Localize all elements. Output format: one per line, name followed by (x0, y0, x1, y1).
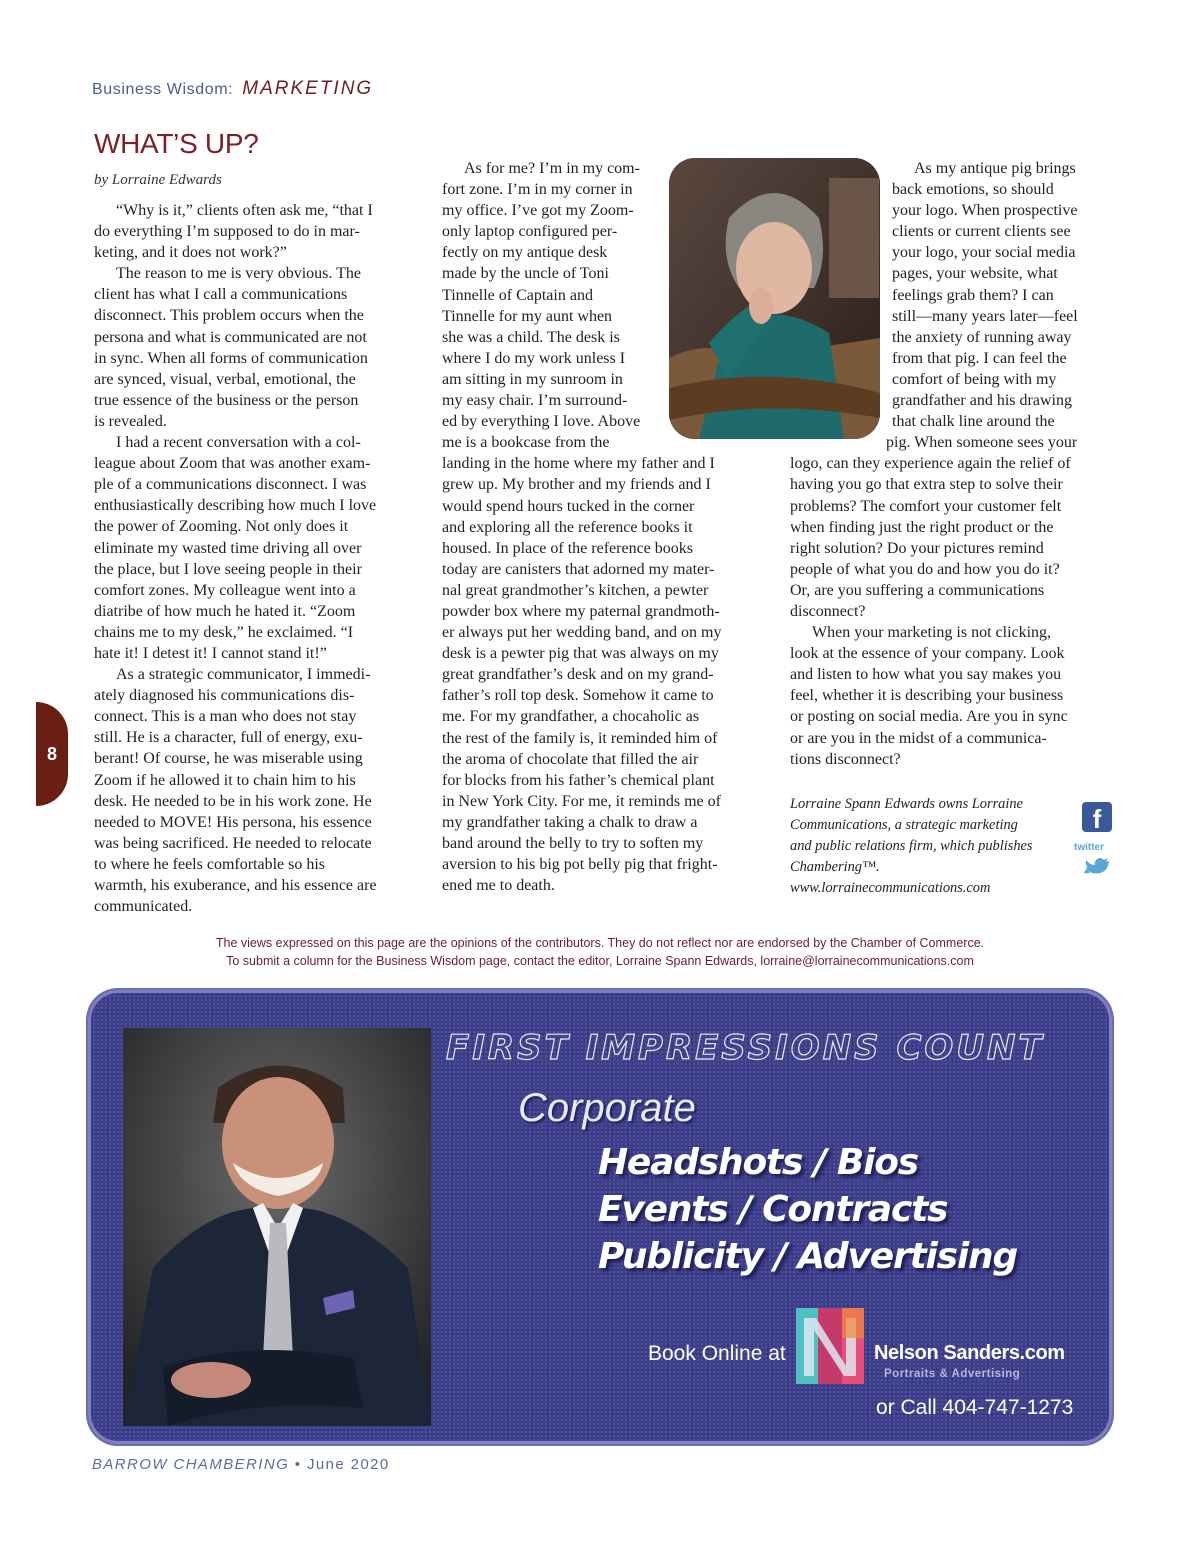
disclaimer-line-2: To submit a column for the Business Wisdom page, contact the editor, Lorraine Spann Edwards, lorraine@lorrainecommunications.com (226, 954, 974, 968)
bio-line: Chambering™. (790, 859, 880, 875)
text-line: ed by everything I love. Above (442, 413, 641, 431)
text-line: only laptop configured per- (442, 223, 618, 241)
text-line: ately diagnosed his communications dis- (94, 687, 355, 705)
text-line: right solution? Do your pictures remind (790, 539, 1044, 557)
text-line: having you go that extra step to solve their (790, 476, 1063, 494)
text-line: disconnect? (790, 602, 866, 620)
ad-service-line: Headshots / Bios (598, 1142, 918, 1183)
text-line: would spend hours tucked in the corner (442, 497, 695, 515)
text-line: father’s roll top desk. Somehow it came to (442, 687, 714, 705)
text-line: As a strategic communicator, I immedi- (116, 666, 371, 684)
text-line: desk is a pewter pig that was always on my (442, 645, 719, 663)
text-line: pig. When someone sees your (886, 434, 1078, 452)
text-line: the anxiety of running away (892, 328, 1072, 346)
ad-phone[interactable]: or Call 404-747-1273 (876, 1396, 1074, 1419)
ad-portrait-photo (123, 1028, 431, 1426)
ad-brand-tagline: Portraits & Advertising (884, 1368, 1021, 1380)
text-line: ple of a communications disconnect. I was (94, 476, 367, 494)
footer-separator: • (294, 1456, 302, 1473)
text-line: “Why is it,” clients often ask me, “that I (116, 202, 373, 219)
text-line: I had a recent conversation with a col- (116, 434, 361, 452)
text-line: your logo, your social media (892, 244, 1076, 262)
text-line: when finding just the right product or the (790, 518, 1054, 536)
text-line: is revealed. (94, 412, 167, 430)
text-line: persona and what is communicated are not (94, 328, 367, 346)
text-line: my office. I’ve got my Zoom- (442, 202, 634, 220)
article-byline: by Lorraine Edwards (94, 172, 222, 188)
text-line: comfort zones. My colleague went into a (94, 581, 356, 599)
footer-publication: BARROW CHAMBERING (92, 1456, 290, 1473)
section-topic: MARKETING (242, 78, 374, 99)
section-label (92, 78, 373, 100)
text-line: berant! Of course, he was miserable using (94, 750, 363, 768)
text-line: eliminate my wasted time driving all over (94, 539, 362, 557)
page-footer (92, 1456, 390, 1473)
text-line: back emotions, so should (892, 181, 1054, 199)
text-line: for blocks from his father’s chemical plant (442, 771, 715, 789)
author-bio (790, 794, 1050, 899)
text-line: are synced, visual, verbal, emotional, the (94, 370, 356, 388)
text-line: or posting on social media. Are you in sync (790, 708, 1068, 726)
twitter-bird-icon[interactable] (1082, 853, 1112, 881)
text-line: When your marketing is not clicking, (812, 624, 1052, 642)
text-line: clients or current clients see (892, 223, 1071, 241)
text-line: warmth, his exuberance, and his essence are (94, 877, 377, 894)
text-line: still—many years later—feel (892, 307, 1078, 325)
nelson-sanders-logo[interactable] (796, 1308, 864, 1384)
advertisement[interactable] (88, 990, 1112, 1444)
text-line: keting, and it does not work?” (94, 244, 287, 262)
text-line: true essence of the business or the person (94, 391, 359, 409)
text-line: the aroma of chocolate that filled the air (442, 750, 699, 768)
text-line: or are you in the midst of a communica- (790, 729, 1047, 747)
text-line: comfort of being with my (892, 370, 1057, 388)
text-line: communicated. (94, 898, 193, 916)
text-line: from that pig. I can feel the (892, 349, 1067, 367)
text-line: The reason to me is very obvious. The (116, 265, 361, 283)
text-line: and listen to how what you say makes you (790, 666, 1062, 684)
text-line: powder box where my paternal grandmoth- (442, 602, 720, 620)
text-line: me. For my grandfather, a chocaholic as (442, 708, 700, 726)
text-line: grew up. My brother and my friends and I (442, 476, 711, 494)
page-number: 8 (46, 743, 57, 764)
text-line: hate it! I detest it! I cannot stand it!” (94, 644, 327, 662)
text-line: people of what you do and how you do it? (790, 560, 1060, 578)
bio-line: Lorraine Spann Edwards owns Lorraine (790, 796, 1023, 812)
ad-brand-name[interactable]: Nelson Sanders.com (874, 1342, 1065, 1364)
text-line: As my antique pig brings (914, 160, 1076, 177)
disclaimer (0, 934, 1200, 970)
article-title: WHAT’S UP? (94, 128, 259, 159)
text-line: your logo. When prospective (892, 202, 1078, 220)
disclaimer-line-1: The views expressed on this page are the opinions of the contributors. They do not reflect nor are endorsed by the Chamber of Commerce. (215, 936, 985, 950)
ad-book-online-label: Book Online at (648, 1342, 786, 1365)
text-line: logo, can they experience again the relief of (790, 455, 1071, 473)
ad-headline: FIRST IMPRESSIONS COUNT (446, 1028, 1045, 1068)
bio-line: and public relations firm, which publishes (790, 838, 1033, 854)
text-line: housed. In place of the reference books (442, 539, 693, 557)
facebook-glyph: f (1092, 804, 1102, 834)
text-line: was being sacrificed. He needed to relocate (94, 834, 372, 852)
bio-line: Communications, a strategic marketing (790, 817, 1018, 833)
text-line: feel, whether it is describing your business (790, 687, 1064, 705)
text-line: to where he feels comfortable so his (94, 855, 326, 873)
text-line: and exploring all the reference books it (442, 518, 693, 536)
text-line: me is a bookcase from the (442, 434, 610, 452)
text-line: pages, your website, what (892, 265, 1058, 283)
text-line: where I do my work unless I (442, 349, 626, 367)
text-line: grandfather and his drawing (892, 392, 1072, 410)
twitter-label: twitter (1074, 842, 1104, 853)
text-line: er always put her wedding band, and on my (442, 624, 722, 642)
text-line: the power of Zooming. Not only does it (94, 518, 349, 536)
text-line: band around the belly to try to soften my (442, 835, 704, 852)
text-line: connect. This is a man who does not stay (94, 708, 357, 726)
ad-corporate-label: Corporate (518, 1086, 696, 1130)
text-line: landing in the home where my father and I (442, 455, 715, 473)
facebook-icon[interactable] (1082, 802, 1112, 832)
text-line: nal great grandmother’s kitchen, a pewter (442, 581, 709, 599)
text-line: she was a child. The desk is (442, 328, 620, 346)
author-portrait-illustration (669, 158, 880, 439)
text-line: aversion to his big pot belly pig that fright- (442, 856, 718, 874)
text-line: Zoom if he allowed it to chain him to his (94, 771, 356, 789)
text-line: in sync. When all forms of communication (94, 349, 368, 367)
text-line: fectly on my antique desk (442, 244, 608, 262)
text-line: tions disconnect? (790, 750, 901, 768)
text-line: still. He is a character, full of energy, exu- (94, 729, 363, 747)
text-line: problems? The comfort your customer felt (790, 497, 1062, 515)
ad-portrait-illustration (123, 1028, 431, 1426)
text-line: feelings grab them? I can (892, 286, 1054, 304)
text-line: needed to MOVE! His persona, his essence (94, 813, 372, 831)
text-line: do everything I’m supposed to do in mar- (94, 223, 360, 241)
text-line: in New York City. For me, it reminds me of (442, 792, 721, 810)
text-line: enthusiastically describing how much I love (94, 497, 377, 515)
text-line: made by the uncle of Toni (442, 265, 609, 283)
text-line: great grandfather’s desk and on my grand- (442, 666, 714, 684)
text-line: the rest of the family is, it reminded him of (442, 729, 718, 747)
section-name: Business Wisdom: (92, 81, 234, 98)
author-website-link[interactable]: www.lorrainecommunications.com (790, 880, 991, 896)
text-line: ened me to death. (442, 877, 555, 895)
text-line: my grandfather taking a chalk to draw a (442, 813, 698, 831)
page-number-tab (36, 702, 68, 806)
text-line: diatribe of how much he hated it. “Zoom (94, 602, 356, 620)
footer-date: June 2020 (306, 1456, 390, 1473)
text-line: client has what I call a communications (94, 286, 348, 304)
text-line: desk. He needed to be in his work zone. He (94, 792, 372, 810)
text-line: Or, are you suffering a communications (790, 581, 1045, 599)
text-line: fort zone. I’m in my corner in (442, 181, 633, 199)
text-line: the place, but I love seeing people in their (94, 560, 362, 578)
text-line: chains me to my desk,” he exclaimed. “I (94, 623, 354, 641)
text-line: Tinnelle of Captain and (442, 286, 593, 304)
text-line: today are canisters that adorned my mater- (442, 560, 715, 578)
text-line: league about Zoom that was another exam- (94, 455, 371, 473)
text-line: my easy chair. I’m surround- (442, 392, 628, 410)
text-line: disconnect. This problem occurs when the (94, 307, 364, 325)
text-line: look at the essence of your company. Look (790, 645, 1065, 663)
article-column-1 (94, 200, 414, 917)
ad-service-line: Publicity / Advertising (598, 1236, 1018, 1277)
text-line: Tinnelle for my aunt when (442, 307, 613, 325)
text-line: As for me? I’m in my com- (464, 160, 640, 177)
ad-service-line: Events / Contracts (598, 1189, 948, 1230)
author-photo (669, 158, 880, 439)
text-line: am sitting in my sunroom in (442, 370, 623, 388)
text-line: that chalk line around the (892, 413, 1055, 431)
